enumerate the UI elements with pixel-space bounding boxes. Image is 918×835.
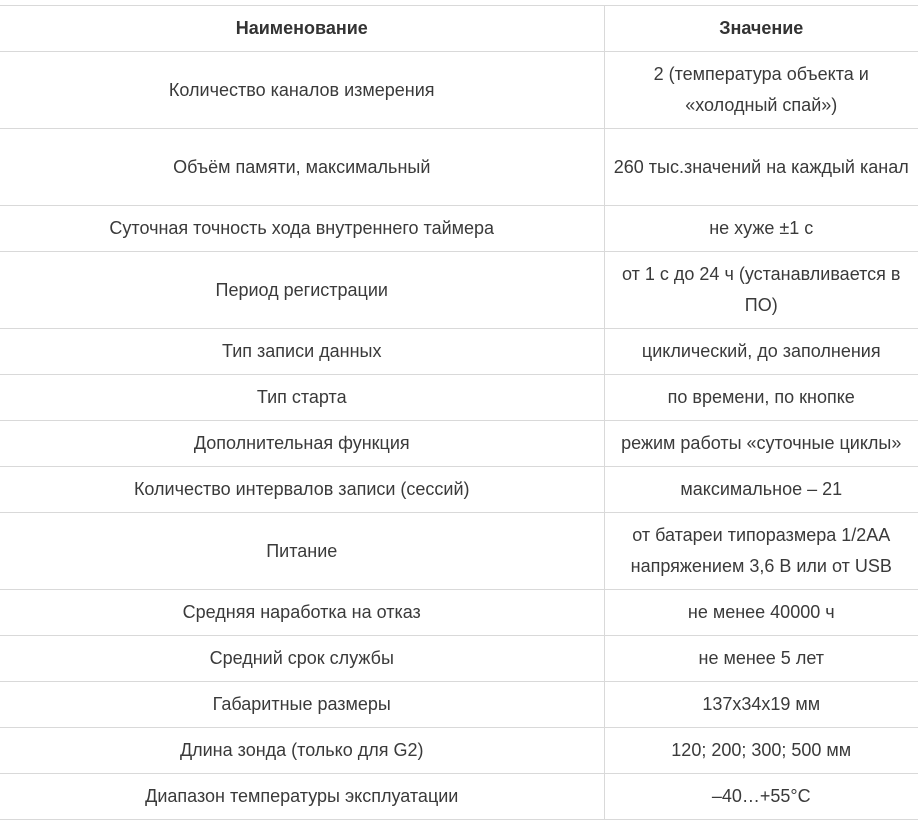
table-header-row <box>0 6 918 52</box>
table-row <box>0 636 918 682</box>
row-name-cell: Средняя наработка на отказ <box>0 590 604 636</box>
row-name-cell: Диапазон температуры эксплуатации <box>0 774 604 820</box>
table-row <box>0 728 918 774</box>
table-row <box>0 329 918 375</box>
table-row <box>0 252 918 329</box>
row-value-cell: по времени, по кнопке <box>604 375 918 421</box>
table-row <box>0 375 918 421</box>
row-value-cell: не менее 40000 ч <box>604 590 918 636</box>
row-value-cell: от 1 с до 24 ч (устанавливается в ПО) <box>604 252 918 329</box>
row-name-cell: Объём памяти, максимальный <box>0 129 604 206</box>
header-value: Значение <box>604 6 918 52</box>
table-row <box>0 590 918 636</box>
row-value-cell: от батареи типоразмера 1/2АА напряжением 3,6 В или от USB <box>604 513 918 590</box>
row-value-cell: –40…+55°С <box>604 774 918 820</box>
row-value-cell: режим работы «суточные циклы» <box>604 421 918 467</box>
row-name-cell: Суточная точность хода внутреннего таймера <box>0 206 604 252</box>
row-name-cell: Дополнительная функция <box>0 421 604 467</box>
row-name-cell: Количество интервалов записи (сессий) <box>0 467 604 513</box>
table-row <box>0 52 918 129</box>
row-value-cell: 2 (температура объекта и «холодный спай») <box>604 52 918 129</box>
table-row <box>0 206 918 252</box>
table-row <box>0 513 918 590</box>
row-name-cell: Тип записи данных <box>0 329 604 375</box>
row-name-cell: Период регистрации <box>0 252 604 329</box>
row-value-cell: циклический, до заполнения <box>604 329 918 375</box>
row-name-cell: Количество каналов измерения <box>0 52 604 129</box>
row-value-cell: не менее 5 лет <box>604 636 918 682</box>
row-value-cell: 137х34х19 мм <box>604 682 918 728</box>
row-value-cell: 260 тыс.значений на каждый канал <box>604 129 918 206</box>
row-name-cell: Питание <box>0 513 604 590</box>
table-row <box>0 682 918 728</box>
row-name-cell: Тип старта <box>0 375 604 421</box>
row-value-cell: 120; 200; 300; 500 мм <box>604 728 918 774</box>
table-row <box>0 421 918 467</box>
table-row <box>0 774 918 820</box>
row-name-cell: Длина зонда (только для G2) <box>0 728 604 774</box>
spec-table <box>0 5 918 820</box>
table-body <box>0 52 918 820</box>
table-row <box>0 467 918 513</box>
row-value-cell: не хуже ±1 с <box>604 206 918 252</box>
row-name-cell: Средний срок службы <box>0 636 604 682</box>
table-row <box>0 129 918 206</box>
row-name-cell: Габаритные размеры <box>0 682 604 728</box>
header-name: Наименование <box>0 6 604 52</box>
row-value-cell: максимальное – 21 <box>604 467 918 513</box>
